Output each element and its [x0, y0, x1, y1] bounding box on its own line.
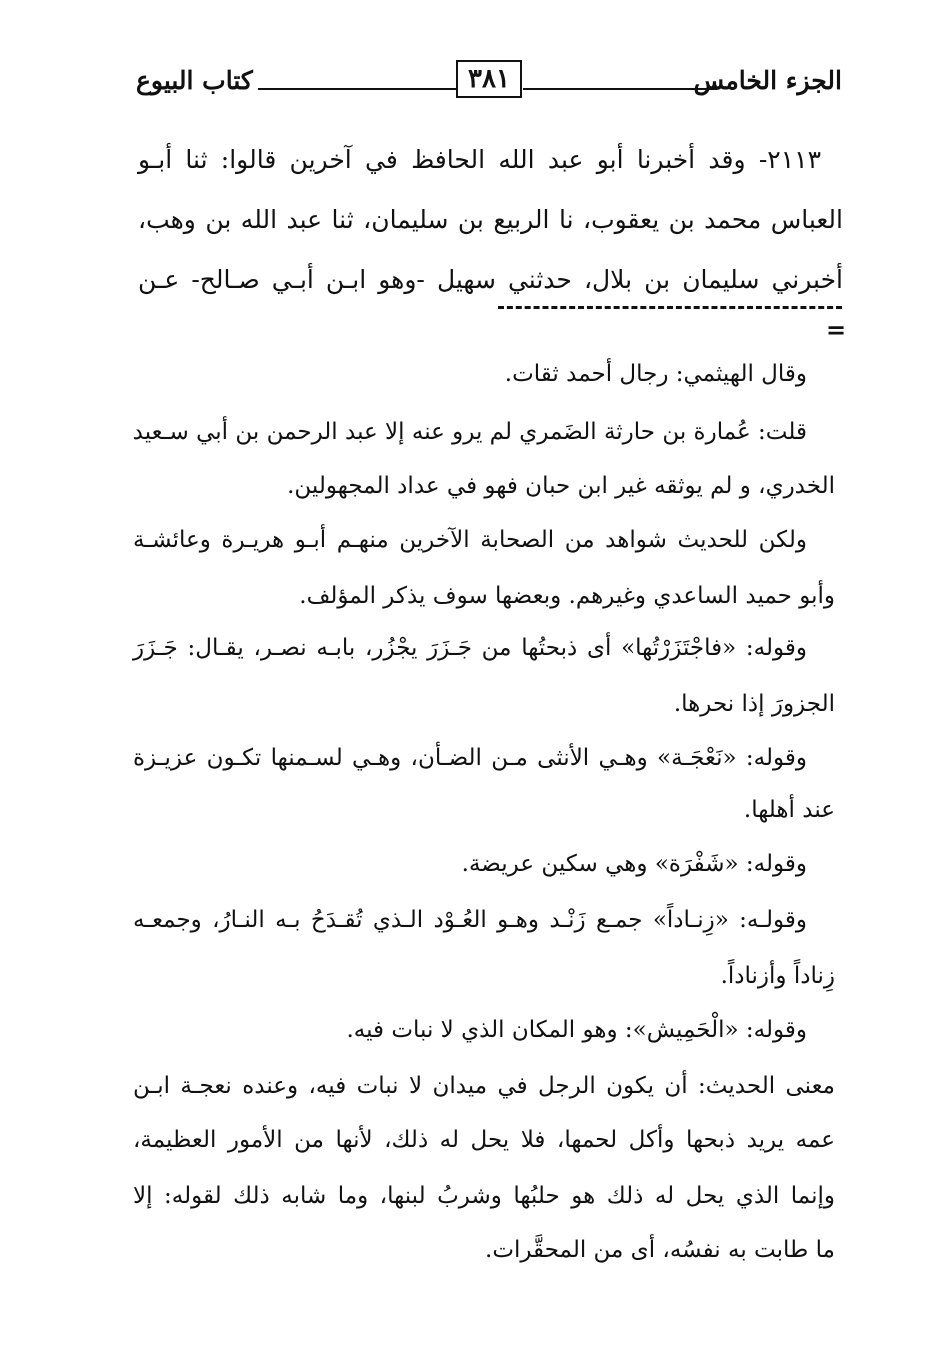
footnote-line: عمه يريد ذبحها وأكل لحمها، فلا يحل له ذلك، لأنها من الأمور العظيمة،: [133, 1127, 835, 1153]
footnote-line: وإنما الذي يحل له ذلك هو حلبُها وشربُ لبنها، وما شابه ذلك لقوله: إلا: [133, 1183, 835, 1209]
footnote-separator: [498, 306, 842, 309]
main-text-line: العباس محمد بن يعقوب، نا الربيع بن سليمان، ثنا عبد الله بن وهب،: [138, 205, 843, 234]
footnote-line: وقولـه: «زِنـاداً» جمـع زَنْـد وهـو العُـوْد الـذي تُقـدَحُ بـه النـارُ، وجمعـه: [133, 907, 807, 933]
footnote-line: وقوله: «شَفْرَة» وهي سكين عريضة.: [461, 851, 807, 877]
header-rule-left: [258, 88, 456, 90]
footnote-line: وقوله: «الْحَمِيش»: وهو المكان الذي لا نبات فيه.: [346, 1017, 807, 1043]
footnote-line: قلت: عُمارة بن حارثة الضَمري لم يرو عنه إلا عبد الرحمن بن أبي سـعيد: [132, 419, 807, 445]
footnote-line: وقوله: «نَعْجَـة» وهـي الأنثى مـن الضـأن، وهـي لسـمنها تكـون عزيـزة: [133, 745, 807, 771]
footnote-line: وأبو حميد الساعدي وغيرهم. وبعضها سوف يذكر المؤلف.: [299, 583, 835, 609]
page-number: ٣٨١: [456, 60, 522, 98]
footnote-line: وقال الهيثمي: رجال أحمد ثقات.: [504, 361, 807, 387]
footnote-line: ما طابت به نفسُه، أى من المحقَّرات.: [485, 1237, 835, 1263]
footnote-line: زِناداً وأزناداً.: [720, 963, 835, 989]
footnote-line: عند أهلها.: [743, 797, 835, 823]
footnote-line: الجزورَ إذا نحرها.: [673, 691, 835, 717]
continuation-mark: =: [826, 315, 847, 344]
main-text-line: ٢١١٣- وقد أخبرنا أبو عبد الله الحافظ في آخرين قالوا: ثنا أبـو: [138, 145, 821, 174]
footnote-line: الخدري، و لم يوثقه غير ابن حبان فهو في عداد المجهولين.: [287, 473, 835, 499]
header-rule-right: [523, 88, 717, 90]
footnote-line: معنى الحديث: أن يكون الرجل في ميدان لا نبات فيه، وعنده نعجـة ابـن: [133, 1073, 835, 1099]
footnote-line: ولكن للحديث شواهد من الصحابة الآخرين منهـم أبـو هريـرة وعائشـة: [133, 527, 807, 553]
main-text-line: أخبرني سليمان بن بلال، حدثني سهيل -وهو ابـن أبـي صـالح- عـن: [138, 265, 843, 294]
footnote-line: وقوله: «فاجْتَزَرْتُها» أى ذبحتُها من جَـزَرَ يجْزُر، بابـه نصـر، يقـال: جَـزَرَ: [133, 635, 807, 661]
book-title: كتاب البيوع: [136, 66, 253, 95]
volume-title: الجزء الخامس: [693, 66, 842, 95]
page-header: [130, 52, 842, 102]
